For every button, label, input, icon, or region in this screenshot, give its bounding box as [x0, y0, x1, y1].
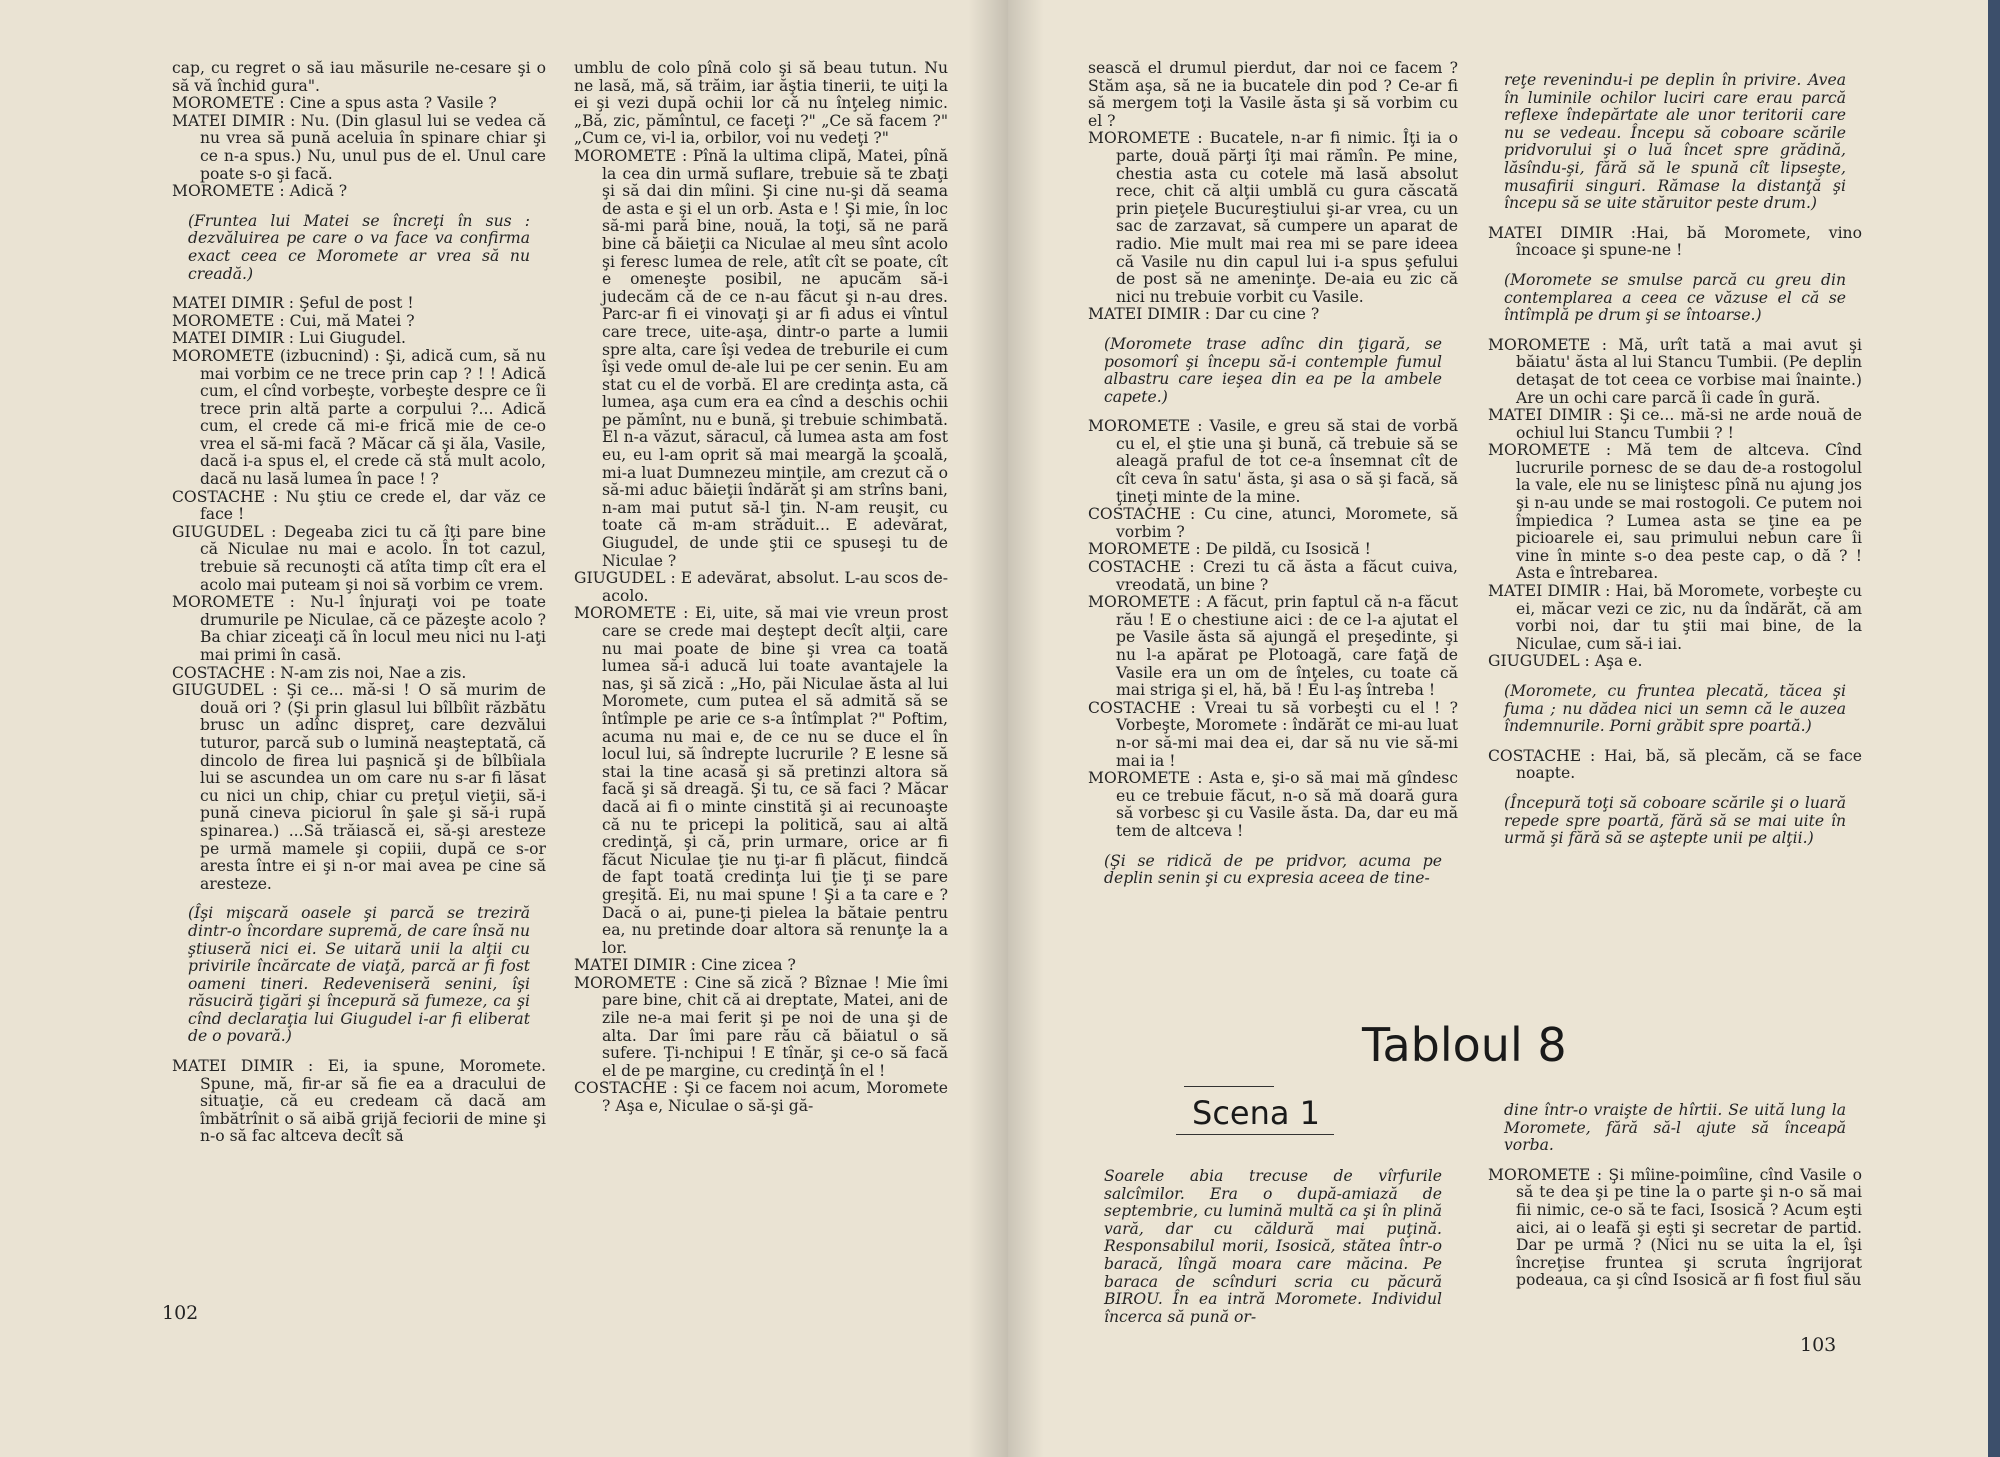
dialogue-line: GIUGUDEL : Aşa e.	[1488, 652, 1643, 671]
dialogue-line: MATEI DIMIR : Ei, ia spune, Moromete. Spune, mă, fir-ar să fie ea a dracului de situaţie, că eu credeam că dacă am îmbătrînit o să aibă grijă feciorii de mine şi n-o să fac altceva decît să	[172, 1057, 546, 1146]
stage-direction: dine într-o vraişte de hîrtii. Se uită lung la Moromete, fără să-l ajute să înceapă vorba.	[1504, 1101, 1846, 1155]
scene-intro	[1088, 1156, 1458, 1338]
dialogue-line: MATEI DIMIR : Dar cu cine ?	[1088, 305, 1320, 324]
dialogue-line: MOROMETE : Ei, uite, să mai vie vreun prost care se crede mai deştept decît alţii, care nu mai poate de bine şi vrea ca toată lumea să-i aducă lui toate avantajele la nas, şi să zică : „Ho, păi Niculae ăsta al lui Moromete, cum putea el să admită să se întîmple pe arie ce s-a întîmplat ?" Poftim, acuma nu mai e, de ce nu se duce el în locul lui, să îndrepte lucrurile ? E lesne să stai la tine acasă şi să pretinzi altora să facă şi să dreagă. Şi tu, ce să faci ? Măcar dacă ai fi o minte cinstită şi ai recunoaşte că nu te pricepi la politică, sau ai altă credinţă, şi că, prin urmare, orice ar fi făcut Niculae ţie nu ţi-ar fi plăcut, fiindcă de fapt toată credinţa lui ţie ţi se pare greşită. Ei, nu mai spune ! Şi a ta care e ? Dacă o ai, pune-ţi pielea la bătaie pentru ea, nu pretinde doar altora să renunţe la a lor.	[574, 604, 948, 957]
stage-direction: (Fruntea lui Matei se încreţi în sus : dezvăluirea pe care o va face va confirma exact ceea ce Moromete ar vrea să nu creadă.)	[188, 211, 530, 283]
stage-direction: (Moromete, cu fruntea plecată, tăcea şi fuma ; nu dădea nici un semn că le auzea îndemnurile. Porni grăbit spre poartă.)	[1504, 682, 1846, 736]
dialogue-line: MOROMETE : Mă tem de altceva. Cînd lucrurile pornesc de se dau de-a rostogolul la vale, ele nu se liniştesc pînă nu ajung jos şi n-au unde se mai rostogoli. Ce putem noi împiedica ? Lumea asta se ţine ea pe picioarele ei, sau primului nebun care îi vine în minte s-o dea peste cap, o dă ? ! Asta e întrebarea.	[1488, 441, 1862, 583]
dialogue-line: MATEI DIMIR : Şi ce... mă-si ne arde nouă de ochiul lui Stancu Tumbii ? !	[1488, 406, 1862, 442]
continued-text: sească el drumul pierdut, dar noi ce facem ? Stăm aşa, să ne ia bucatele din pod ? Ce-ar fi să mergem toţi la Vasile ăsta şi să vorbim cu el ?	[1088, 59, 1458, 130]
dialogue-line: MOROMETE : Bucatele, n-ar fi nimic. Îţi ia o parte, două părţi îţi mai rămîn. Pe mine, chestia asta cu cotele mă lasă absolut rece, chit că alţii umblă cu gura căscată prin pieţele Bucureştiului şi-ar vrea, cu un sac de zarzavat, să cumpere un aparat de radio. Mie mult mai rea mi se pare ideea că Vasile nu din capul lui i-a spus şefului de post să ne ameninţe. De-aia eu zic că nici nu trebuie vorbit cu Vasile.	[1088, 129, 1458, 306]
dialogue-line: COSTACHE : N-am zis noi, Nae a zis.	[172, 663, 467, 682]
dialogue-line: MOROMETE : Nu-l înjuraţi voi pe toate drumurile pe Niculae, că ce păzeşte acolo ? Ba chiar ziceaţi că în locul meu nici nu l-aţi mai primi în casă.	[172, 593, 546, 664]
dialogue-line: MATEI DIMIR : Hai, bă Moromete, vorbeşte cu ei, măcar vezi ce zic, nu da îndărăt, că am vorbi noi, dar tu ştii mai bine, de la Niculae, cum să-i iai.	[1488, 582, 1862, 653]
dialogue-line: MOROMETE : A făcut, prin faptul că n-a făcut rău ! E o chestiune aici : de ce l-a ajutat el pe Vasile ăsta să ajungă el preşedinte, şi nu l-a apărat pe Plotoagă, care faţă de Vasile era un om de înţeles, cu toate că mai striga şi el, hă, bă ! Eu l-aş întreba !	[1088, 593, 1458, 700]
dialogue-line: MOROMETE : Şi mîine-poimîine, cînd Vasile o să te dea şi pe tine la o parte şi n-o să mai fii nimic, ce-o să te faci, Isosică ? Acum eşti aici, ai o leafă şi eşti şi secretar de partid. Dar pe urmă ? (Nici nu se uita la el, îşi încreţise fruntea şi scruta îngrijorat podeaua, ca şi cînd Isosică ar fi fost fiul său	[1488, 1165, 1862, 1290]
scena-rule	[1184, 1086, 1274, 1087]
dialogue-line: COSTACHE : Nu ştiu ce crede el, dar văz ce face !	[172, 487, 546, 524]
left-column-2	[574, 60, 948, 1116]
dialogue-line: MOROMETE : Pînă la ultima clipă, Matei, pînă la cea din urmă suflare, trebuie să te zbaţi şi să dai din mîini. Şi cine nu-şi dă seama de asta e şi el un orb. Asta e ! Şi mie, în loc să-mi pară bine, nouă, la toţi, să ne pară bine că băieţii ca Niculae al meu sînt acolo şi feresc lumea de rele, atît cît se poate, cît e omeneşte posibil, ne apucăm să-i judecăm că de ce n-au făcut şi n-au dres. Parc-ar fi ei vinovaţi şi ar fi adus ei vîntul care trece, uite-aşa, dintr-o parte a lumii spre alta, care îşi vedea de treburile ei cum îşi vede omul de-ale lui pe cer senin. Eu am stat cu el de vorbă. El are credinţa asta, că lumea, aşa cum era ea cînd a deschis ochii pe pămînt, nu e bună, şi trebuie schimbată. El n-a văzut, săracul, că lumea asta am fost eu, eu l-am oprit să mai meargă la şcoală, mi-a luat Dumnezeu minţile, am crezut că o să-mi aduc băieţii îndărăt şi am strîns bani, n-am mai putut să-l ţin. N-am reuşit, cu toate că m-am străduit... E adevărat, Giugudel, de unde ştii ce spuseşi tu de Niculae ?	[574, 146, 948, 570]
dialogue-line: MOROMETE : Cine să zică ? Bîznae ! Mie îmi pare bine, chit că ai dreptate, Matei, ani de zile ne-a mai ferit şi pe noi de una şi de alta. Dar îmi pare rău că băiatul o să sufere. Ţi-nchipui ! E tînăr, şi ce-o să facă el de pe margine, cu credinţă în el !	[574, 973, 948, 1080]
dialogue-line: MOROMETE : Cine a spus asta ? Vasile ?	[172, 94, 497, 113]
left-column-1	[172, 60, 546, 1146]
stage-direction: (Moromete se smulse parcă cu greu din contemplarea a ceea ce văzuse el că se întîmplă pe drum şi se întoarse.)	[1504, 270, 1846, 325]
dialogue-line: MATEI DIMIR :Hai, bă Moromete, vino încoace şi spune-ne !	[1488, 223, 1862, 260]
stage-direction: (Începură toţi să coboare scările şi o luară repede spre poartă, fără să se mai uite în urmă şi fără să se aştepte unii pe alţii.)	[1504, 793, 1846, 848]
dialogue-line: GIUGUDEL : E adevărat, absolut. L-au scos de-acolo.	[574, 569, 949, 605]
dialogue-line: MATEI DIMIR : Cine zicea ?	[574, 956, 796, 975]
dialogue-line: MOROMETE (izbucnind) : Şi, adică cum, să nu mai vorbim ce ne trece prin cap ? ! ! Adică cum, el cînd vorbeşte, vorbeşte despre ce îi trece prin altă parte a corpului ?... Adică cum, el crede că mi-e frică mie de ce-o vrea el să-mi facă ? Măcar că şi ăla, Vasile, dacă i-a spus el, el crede că stă mult acolo, dacă nu lasă lumea în pace ! ?	[172, 346, 546, 489]
scene-dialogue	[1488, 1090, 1862, 1290]
right-column-2	[1488, 60, 1862, 860]
dialogue-line: COSTACHE : Şi ce facem noi acum, Moromete ? Aşa e, Niculae o să-şi gă-	[574, 1079, 948, 1116]
continued-text: umblu de colo pînă colo şi să beau tutun. Nu ne lasă, mă, să trăim, iar ăştia tinerii, te uiţi la ei şi vezi după ochii lor că nu înţeleg nimic. „Bă, zic, pămîntul, ce faceţi ?" „Ce să facem ?" „Cum ce, vi-l ia, orbilor, voi nu vedeţi ?"	[574, 59, 948, 148]
stage-direction: (Îşi mişcară oasele şi parcă se treziră dintr-o încordare supremă, de care însă nu ştiuseră nici ei. Se uitară unii la alţii cu privirile încărcate de viaţă, parcă ar fi fost oameni tineri. Redeveniseră senini, îşi răsuciră ţigări şi începură să fumeze, ca şi cînd declaraţia lui Giugudel i-ar fi eliberat de o povară.)	[188, 904, 530, 1046]
stage-direction: (Şi se ridică de pe pridvor, acuma pe deplin senin şi cu expresia aceea de tine-	[1104, 851, 1442, 888]
stage-direction: Soarele abia trecuse de vîrfurile salcîmilor. Era o după-amiază de septembrie, cu lumină multă ca şi în plină vară, dar cu căldură mai puţină. Responsabilul morii, Isosică, stătea într-o baracă, lîngă moara care măcina. Pe baraca de scînduri scria cu păcură BIROU. În ea intră Moromete. Individul încerca să pună or-	[1104, 1167, 1442, 1326]
dialogue-line: MATEI DIMIR : Şeful de post !	[172, 294, 414, 313]
dialogue-line: MOROMETE : Asta e, şi-o să mai mă gîndesc eu ce trebuie făcut, n-o să mă doară gura să vorbesc şi cu Vasile ăsta. Da, dar eu mă tem de altceva !	[1088, 769, 1458, 840]
dialogue-line: COSTACHE : Crezi tu că ăsta a făcut cuiva, vreodată, un bine ?	[1088, 558, 1458, 594]
stage-direction: reţe revenindu-i pe deplin în privire. Avea în luminile ochilor luciri care erau parcă reflexe îndepărtate ale unor teritorii care nu se vedeau. Începu să coboare scările pridvorului şi o luă încet spre grădină, lăsîndu-şi, fără să le spună cît lipseşte, musafirii singuri. Rămase la distanţă şi începu să se uite stăruitor peste drum.)	[1504, 71, 1846, 213]
dialogue-line: MOROMETE : De pildă, cu Isosică !	[1088, 540, 1371, 559]
dialogue-line: MOROMETE : Mă, urît tată a mai avut şi băiatu' ăsta al lui Stancu Tumbii. (Pe deplin detaşat de tot ceea ce vorbise mai înainte.) Are un ochi care parcă îi cade în gură.	[1488, 335, 1862, 407]
dialogue-line: GIUGUDEL : Şi ce... mă-si ! O să murim de două ori ? (Şi prin glasul lui bîlbîit răzbătu brusc un adînc dispreţ, care dezvălui tuturor, parcă sub o lumină neaşteptată, că dincolo de firea lui paşnică şi de bîlbîiala lui se ascundea un om care nu s-ar fi lăsat cu nici un chip, chiar cu preţul vieţii, să-i pună cineva piciorul în şale şi să-i rupă spinarea.) ...Să trăiască ei, să-şi aresteze pe urmă mamele şi copiii, după ce s-or aresta între ei şi n-or mai avea pe cine să aresteze.	[172, 681, 546, 893]
page-number-right: 103	[1800, 1334, 1837, 1356]
tablou-title: Tabloul 8	[1362, 1018, 1567, 1072]
dialogue-line: COSTACHE : Vreai tu să vorbeşti cu el ! ? Vorbeşte, Moromete : îndărăt ce mi-au luat n-or să-mi mai dea ei, dar să nu vie să-mi mai ia !	[1088, 698, 1458, 770]
stage-direction: (Moromete trase adînc din ţigară, se posomorî şi începu să-i contemple fumul albastru care ieşea din ea pe la ambele capete.)	[1104, 334, 1442, 406]
dialogue-line: MATEI DIMIR : Nu. (Din glasul lui se vedea că nu vrea să pună aceluia în spinare chiar şi ce n-a spus.) Nu, unul pus de el. Unul care poate s-o şi facă.	[172, 111, 546, 183]
dialogue-line: MOROMETE : Adică ?	[172, 182, 348, 201]
dialogue-line: COSTACHE : Cu cine, atunci, Moromete, să vorbim ?	[1088, 505, 1458, 541]
right-page	[1008, 0, 1988, 1457]
dialogue-line: MOROMETE : Cui, mă Matei ?	[172, 311, 415, 330]
page-number-left: 102	[162, 1302, 199, 1324]
scena-underline	[1176, 1134, 1334, 1135]
dialogue-line: MOROMETE : Vasile, e greu să stai de vorbă cu el, el ştie una şi bună, că trebuie să se aleagă praful de tot ce-a însemnat cît de cît ceva în satu' ăsta, şi asa o să şi facă, să ţineţi minte de la mine.	[1088, 417, 1458, 506]
spine-shadow	[1008, 0, 1044, 1457]
dialogue-line: GIUGUDEL : Degeaba zici tu că îţi pare bine că Niculae nu mai e acolo. În tot cazul, trebuie să recunoşti că atîta timp cît era el acolo mai puteam şi noi să vorbim ce vrem.	[172, 522, 546, 594]
dialogue-line: COSTACHE : Hai, bă, să plecăm, că se face noapte.	[1488, 746, 1862, 783]
scena-title: Scena 1	[1192, 1094, 1321, 1132]
dialogue-line: MATEI DIMIR : Lui Giugudel.	[172, 329, 406, 348]
continued-text: cap, cu regret o să iau măsurile ne-cesare şi o să vă închid gura".	[172, 59, 546, 95]
spine-shadow	[968, 0, 1008, 1457]
right-column-1	[1088, 60, 1458, 900]
